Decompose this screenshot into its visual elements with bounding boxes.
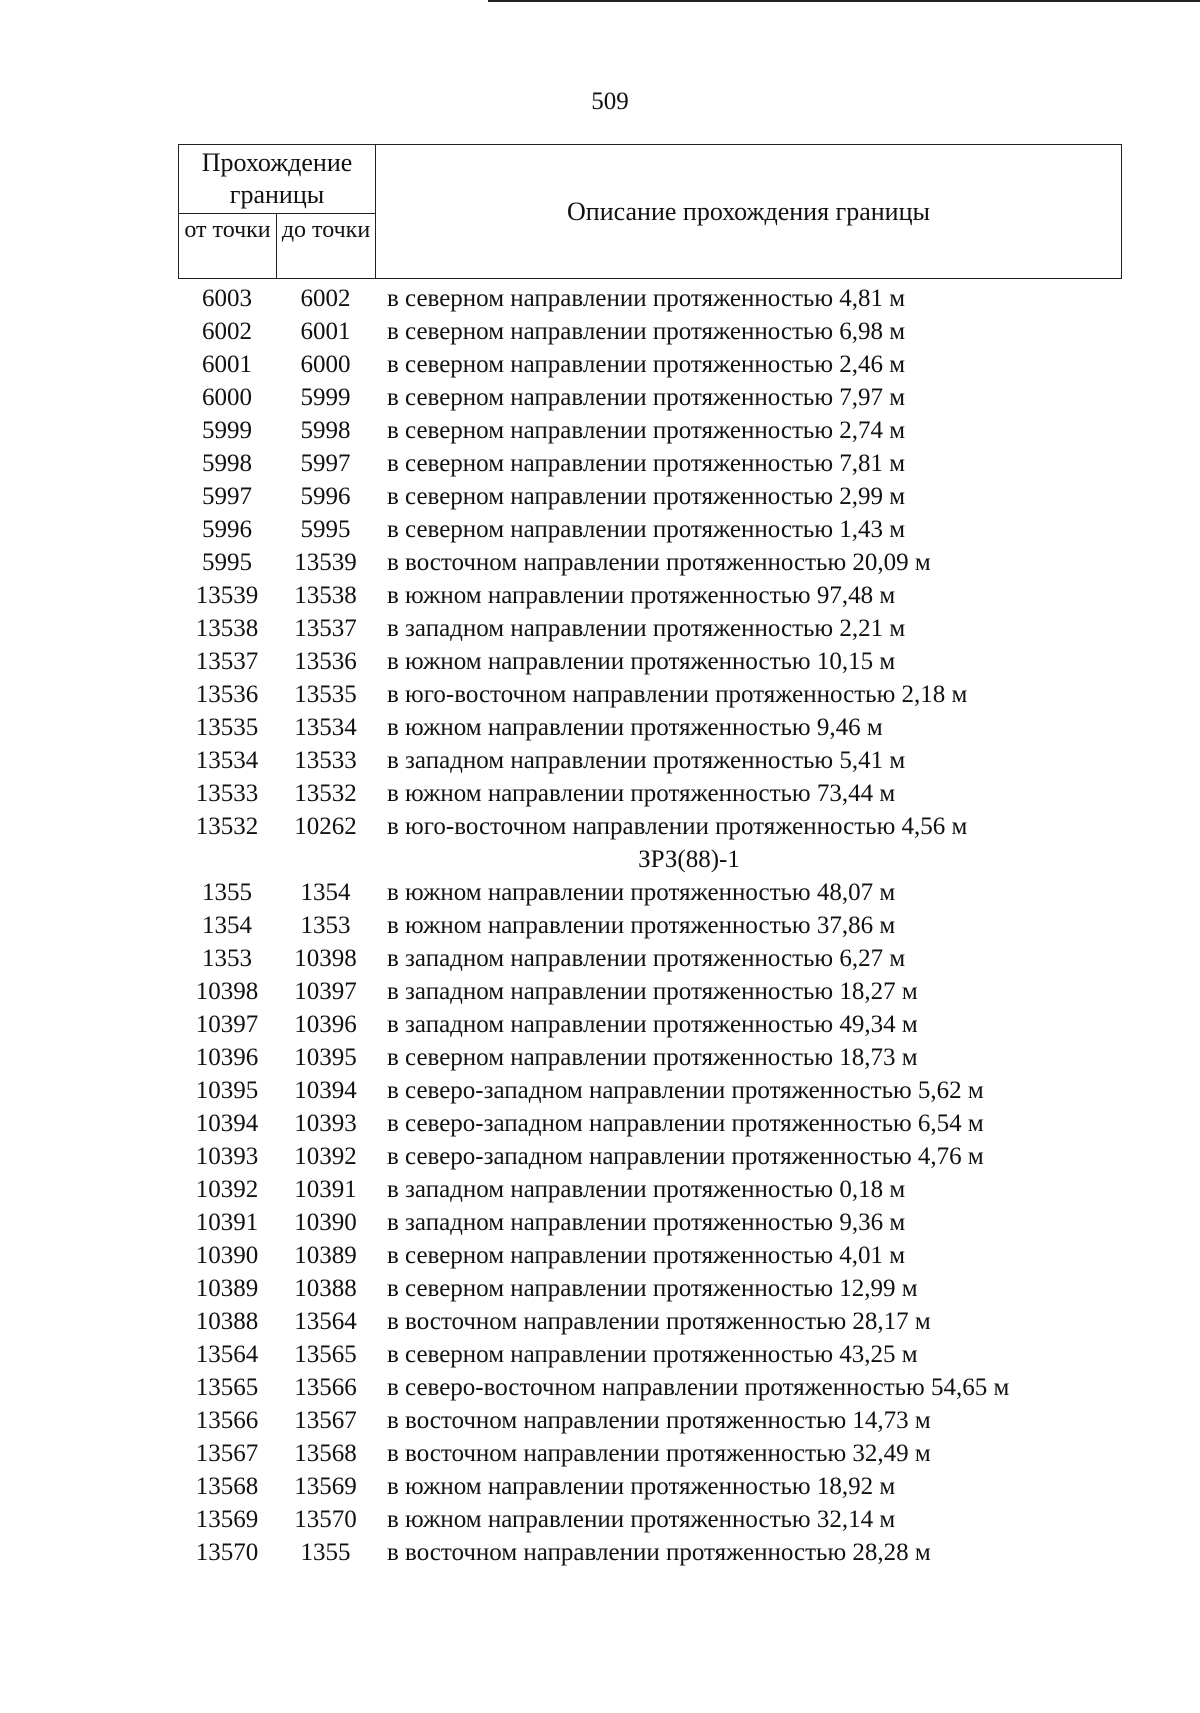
row-description: в южном направлении протяженностью 32,14 м	[387, 1506, 896, 1533]
row-from-point: 13536	[195, 681, 259, 708]
row-from-point: 5995	[202, 549, 252, 576]
row-from-point: 10396	[195, 1044, 259, 1071]
table-row	[178, 348, 1138, 381]
table-row	[178, 1140, 1138, 1173]
row-description: в северном направлении протяженностью 2,46 м	[387, 351, 906, 378]
row-to-point: 10397	[294, 978, 357, 1005]
row-to-point: 10390	[294, 1209, 357, 1236]
table-row	[178, 282, 1138, 315]
row-to-point: 10389	[294, 1242, 357, 1269]
row-to-point: 10394	[294, 1077, 357, 1104]
row-from-point: 13565	[195, 1374, 259, 1401]
row-to-point: 10396	[294, 1011, 357, 1038]
row-description: в западном направлении протяженностью 6,27 м	[387, 945, 906, 972]
row-from-point: 13532	[195, 813, 259, 840]
row-to-point: 5999	[300, 384, 351, 411]
row-from-point: 10398	[195, 978, 259, 1005]
table-row	[178, 1239, 1138, 1272]
row-to-point: 1355	[300, 1539, 351, 1566]
row-from-point: 13566	[195, 1407, 259, 1434]
header-from-point: от точки	[179, 214, 277, 278]
row-description: в юго-восточном направлении протяженностью 4,56 м	[387, 813, 968, 840]
row-description: в северном направлении протяженностью 18,73 м	[387, 1044, 918, 1071]
row-description: в северном направлении протяженностью 6,98 м	[387, 318, 906, 345]
row-description: в южном направлении протяженностью 37,86 м	[387, 912, 896, 939]
row-to-point: 13533	[294, 747, 357, 774]
table-row	[178, 1173, 1138, 1206]
row-from-point: 10392	[195, 1176, 259, 1203]
top-rule	[488, 0, 1200, 2]
row-description: в восточном направлении протяженностью 20,09 м	[387, 549, 931, 576]
row-to-point: 13568	[294, 1440, 357, 1467]
table-row	[178, 513, 1138, 546]
table-row	[178, 1536, 1138, 1569]
row-to-point: 10392	[294, 1143, 357, 1170]
row-description: в восточном направлении протяженностью 14,73 м	[387, 1407, 931, 1434]
table-row	[178, 1338, 1138, 1371]
table-row	[178, 810, 1138, 843]
row-to-point: 5997	[300, 450, 351, 477]
table-row	[178, 678, 1138, 711]
row-description: в южном направлении протяженностью 9,46 м	[387, 714, 883, 741]
row-from-point: 10389	[195, 1275, 259, 1302]
row-description: в северном направлении протяженностью 43,25 м	[387, 1341, 918, 1368]
table-row	[178, 381, 1138, 414]
row-from-point: 10393	[195, 1143, 259, 1170]
row-description: в западном направлении протяженностью 2,21 м	[387, 615, 906, 642]
row-to-point: 10398	[294, 945, 357, 972]
row-description: в восточном направлении протяженностью 28,17 м	[387, 1308, 931, 1335]
row-to-point: 10395	[294, 1044, 357, 1071]
row-to-point: 13565	[294, 1341, 357, 1368]
table-row	[178, 546, 1138, 579]
row-to-point: 13537	[294, 615, 357, 642]
table-row	[178, 1074, 1138, 1107]
row-from-point: 5999	[202, 417, 252, 444]
row-description: в северном направлении протяженностью 4,81 м	[387, 285, 906, 312]
table-row	[178, 1371, 1138, 1404]
table-row	[178, 876, 1138, 909]
row-from-point: 5997	[202, 483, 252, 510]
table-row	[178, 1437, 1138, 1470]
table-row	[178, 909, 1138, 942]
row-to-point: 13535	[294, 681, 357, 708]
row-to-point: 13532	[294, 780, 357, 807]
table-row	[178, 1470, 1138, 1503]
row-description: в южном направлении протяженностью 97,48 м	[387, 582, 896, 609]
row-description: в западном направлении протяженностью 49,34 м	[387, 1011, 918, 1038]
table-row	[178, 480, 1138, 513]
row-description: в северо-западном направлении протяженностью 5,62 м	[387, 1077, 984, 1104]
row-to-point: 13567	[294, 1407, 357, 1434]
row-description: в южном направлении протяженностью 10,15 м	[387, 648, 896, 675]
row-to-point: 5998	[300, 417, 351, 444]
row-description: в северном направлении протяженностью 4,01 м	[387, 1242, 906, 1269]
row-from-point: 13538	[195, 615, 259, 642]
table-row	[178, 942, 1138, 975]
row-description: в северо-западном направлении протяженностью 6,54 м	[387, 1110, 984, 1137]
row-to-point: 10391	[294, 1176, 357, 1203]
row-from-point: 13535	[195, 714, 259, 741]
row-to-point: 5995	[300, 516, 351, 543]
row-from-point: 10395	[195, 1077, 259, 1104]
row-description: в западном направлении протяженностью 5,41 м	[387, 747, 906, 774]
table-row	[178, 1272, 1138, 1305]
row-from-point: 13534	[195, 747, 259, 774]
table-header	[178, 144, 1122, 279]
row-from-point: 5996	[202, 516, 252, 543]
row-description: в западном направлении протяженностью 9,36 м	[387, 1209, 906, 1236]
row-description: в северо-западном направлении протяженностью 4,76 м	[387, 1143, 984, 1170]
row-to-point: 10388	[294, 1275, 357, 1302]
row-description: в южном направлении протяженностью 73,44 м	[387, 780, 896, 807]
table-row	[178, 744, 1138, 777]
row-to-point: 13570	[294, 1506, 357, 1533]
rows-part1	[178, 282, 1138, 843]
row-to-point: 1353	[300, 912, 351, 939]
row-from-point: 13539	[195, 582, 259, 609]
table-row	[178, 447, 1138, 480]
row-to-point: 13534	[294, 714, 357, 741]
header-to-point: до точки	[277, 214, 376, 278]
row-description: в северном направлении протяженностью 7,97 м	[387, 384, 906, 411]
table-row	[178, 711, 1138, 744]
row-from-point: 6002	[202, 318, 252, 345]
row-description: в западном направлении протяженностью 18,27 м	[387, 978, 918, 1005]
row-to-point: 10393	[294, 1110, 357, 1137]
header-boundary-passage: Прохождение границы	[179, 145, 376, 214]
table-row	[178, 612, 1138, 645]
row-to-point: 13539	[294, 549, 357, 576]
row-from-point: 1353	[202, 945, 252, 972]
row-from-point: 13567	[195, 1440, 259, 1467]
row-from-point: 10394	[195, 1110, 259, 1137]
row-description: в восточном направлении протяженностью 28,28 м	[387, 1539, 931, 1566]
header-description: Описание прохождения границы	[567, 196, 930, 226]
row-from-point: 1355	[202, 879, 252, 906]
row-to-point: 13564	[294, 1308, 357, 1335]
row-description: в южном направлении протяженностью 48,07 м	[387, 879, 896, 906]
rows-part2	[178, 876, 1138, 1569]
row-description: в юго-восточном направлении протяженностью 2,18 м	[387, 681, 968, 708]
table-row	[178, 1008, 1138, 1041]
row-description: в северном направлении протяженностью 1,43 м	[387, 516, 906, 543]
row-description: в северном направлении протяженностью 12,99 м	[387, 1275, 918, 1302]
row-to-point: 6002	[300, 285, 351, 312]
page-number: 509	[591, 88, 629, 115]
row-from-point: 13564	[195, 1341, 259, 1368]
table-row	[178, 1107, 1138, 1140]
row-to-point: 5996	[300, 483, 351, 510]
row-to-point: 13538	[294, 582, 357, 609]
row-from-point: 1354	[202, 912, 252, 939]
row-to-point: 13566	[294, 1374, 357, 1401]
table-row	[178, 1404, 1138, 1437]
row-description: в западном направлении протяженностью 0,18 м	[387, 1176, 906, 1203]
row-from-point: 13537	[195, 648, 259, 675]
row-from-point: 10388	[195, 1308, 259, 1335]
row-from-point: 6000	[202, 384, 252, 411]
row-from-point: 10390	[195, 1242, 259, 1269]
table-row	[178, 315, 1138, 348]
table-row	[178, 777, 1138, 810]
row-from-point: 10391	[195, 1209, 259, 1236]
table-row	[178, 975, 1138, 1008]
row-from-point: 13533	[195, 780, 259, 807]
row-from-point: 6001	[202, 351, 252, 378]
row-description: в северном направлении протяженностью 7,81 м	[387, 450, 906, 477]
row-to-point: 6000	[300, 351, 351, 378]
row-from-point: 6003	[202, 285, 252, 312]
table-row	[178, 1041, 1138, 1074]
table-row	[178, 579, 1138, 612]
row-description: в восточном направлении протяженностью 32,49 м	[387, 1440, 931, 1467]
section-title: ЗРЗ(88)-1	[638, 846, 740, 873]
row-to-point: 6001	[300, 318, 351, 345]
row-description: в северном направлении протяженностью 2,99 м	[387, 483, 906, 510]
table-row	[178, 645, 1138, 678]
row-to-point: 1354	[300, 879, 351, 906]
row-from-point: 13568	[195, 1473, 259, 1500]
row-to-point: 10262	[294, 813, 357, 840]
table-row	[178, 414, 1138, 447]
table-row	[178, 1503, 1138, 1536]
boundary-table-body	[178, 282, 1138, 1569]
row-to-point: 13569	[294, 1473, 357, 1500]
row-description: в северном направлении протяженностью 2,74 м	[387, 417, 906, 444]
table-row	[178, 1305, 1138, 1338]
row-from-point: 13569	[195, 1506, 259, 1533]
table-row	[178, 1206, 1138, 1239]
row-from-point: 13570	[195, 1539, 259, 1566]
row-to-point: 13536	[294, 648, 357, 675]
row-description: в южном направлении протяженностью 18,92 м	[387, 1473, 896, 1500]
row-from-point: 10397	[195, 1011, 259, 1038]
row-description: в северо-восточном направлении протяженностью 54,65 м	[387, 1374, 1010, 1401]
row-from-point: 5998	[202, 450, 252, 477]
